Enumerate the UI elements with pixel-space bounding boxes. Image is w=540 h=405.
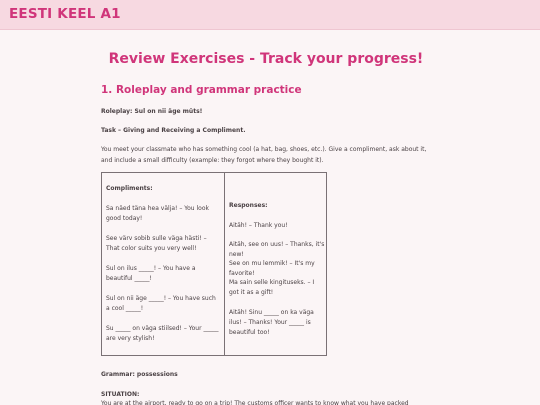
compliment-item: Su _____ on väga stiilsed! – Your _____ are very stylish! xyxy=(106,325,219,342)
response-item: Aitäh! Sinu _____ on ka väga ilus! – Thanks! Your _____ is beautiful too! xyxy=(229,309,314,336)
table-divider xyxy=(224,173,225,355)
response-item: Aitäh! – Thank you! xyxy=(229,222,288,229)
compliments-header: Compliments: xyxy=(106,185,153,192)
compliment-item: Sul on ilus _____! – You have a beautiful _____! xyxy=(106,265,196,282)
brand-title[interactable]: EESTI KEEL A1 xyxy=(9,6,121,22)
compliment-item: Sul on nii äge _____! – You have such a cool _____! xyxy=(106,295,216,312)
top-bar xyxy=(0,0,540,30)
situation-text: You are at the airport, ready to go on a trip! The customs officer wants to know what you have packed xyxy=(101,400,409,405)
section-title: 1. Roleplay and grammar practice xyxy=(101,84,302,96)
responses-header: Responses: xyxy=(229,202,268,209)
response-item: See on mu lemmik! – It's my favorite! xyxy=(229,260,315,277)
task-paragraph: You meet your classmate who has something cool (a hat, bag, shoes, etc.). Give a compliment, ask about it, and include a small difficulty (example: they forgot where they bought it). xyxy=(101,146,427,164)
roleplay-label: Roleplay: Sul on nii äge müts! xyxy=(101,108,203,115)
page-title: Review Exercises - Track your progress! xyxy=(108,51,424,67)
response-item: Aitäh, see on uus! – Thanks, it's new! xyxy=(229,241,325,258)
compliment-item: Sa näed täna hea välja! – You look good today! xyxy=(106,205,209,222)
compliment-item: See värv sobib sulle väga hästi! – That color suits you very well! xyxy=(106,235,207,252)
phrases-table xyxy=(101,172,327,356)
response-item: Ma sain selle kingituseks. – I got it as a gift! xyxy=(229,279,315,296)
grammar-label: Grammar: possessions xyxy=(101,371,178,378)
task-label: Task – Giving and Receiving a Compliment. xyxy=(101,127,246,134)
situation-label: SITUATION: xyxy=(101,391,140,398)
